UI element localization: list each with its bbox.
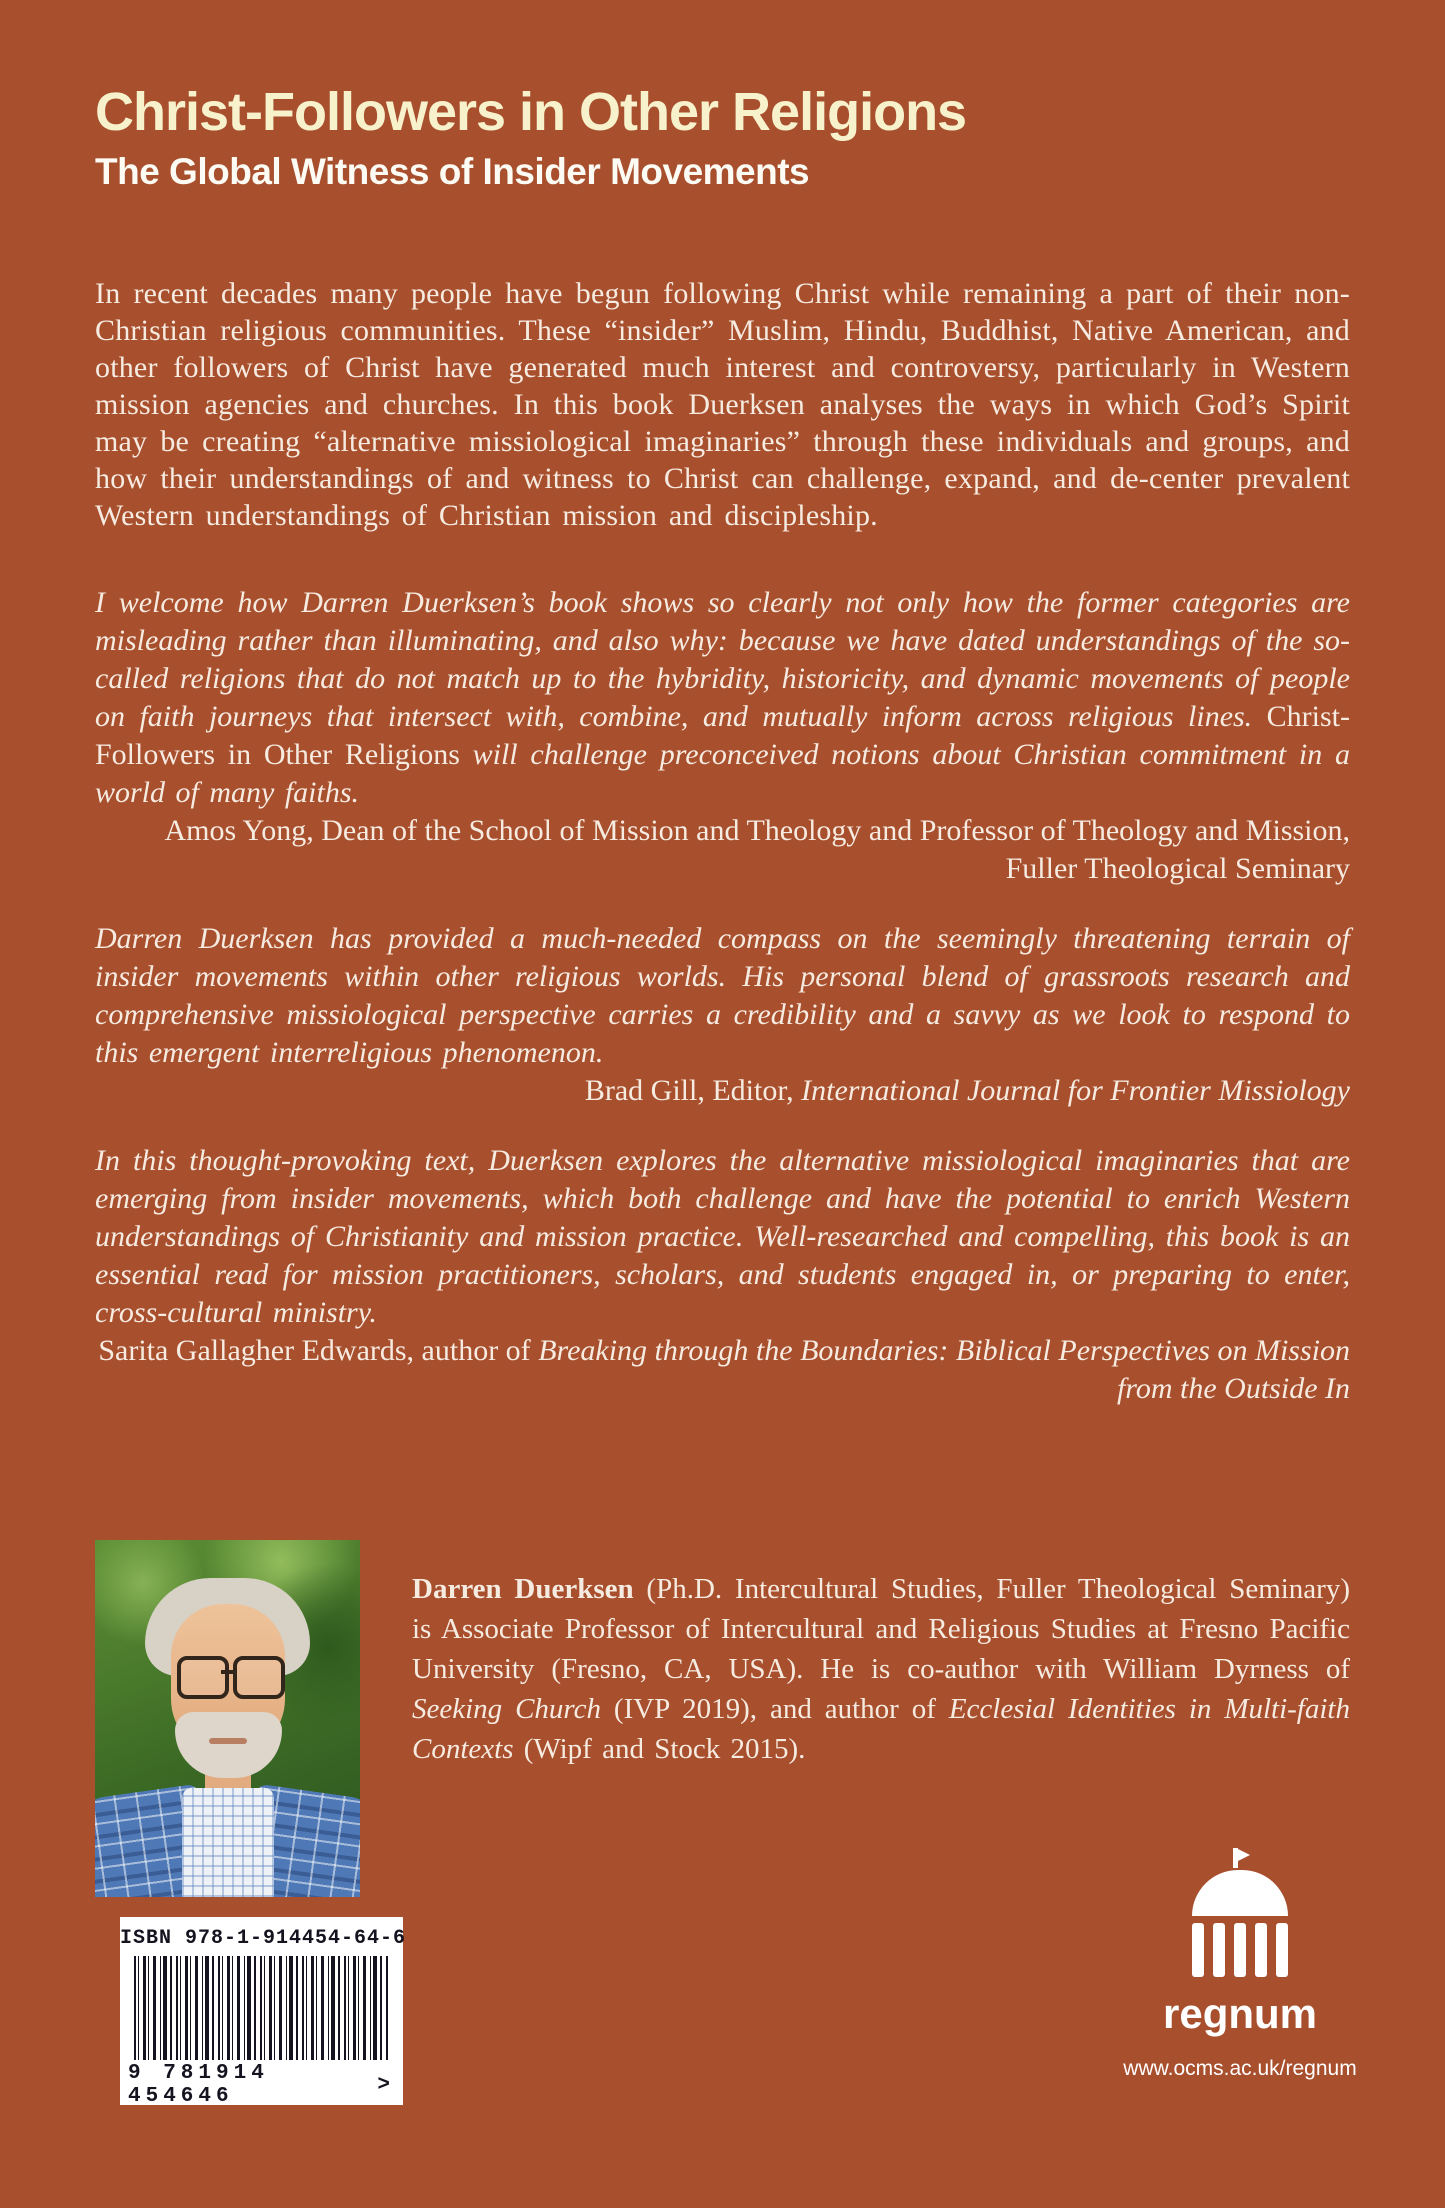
endorsement-1-attribution-name: Amos Yong, Dean of the School of Mission and Theology and Professor of Theology and Mission, Fuller Theological Seminary <box>164 813 1350 885</box>
author-bio-part1: (Ph.D. Intercultural Studies, Fuller Theological Seminary) is Associate Professor of Intercultural and Religious Studies at Fresno Pacific University (Fresno, CA, USA). He is co-author with William Dyrness of <box>412 1573 1350 1685</box>
column-bar <box>1276 1923 1288 1977</box>
author-photo-glasses-left-lens <box>177 1656 229 1699</box>
endorsement-1-attribution <box>95 812 1350 888</box>
columns-icon <box>1192 1923 1288 1977</box>
author-bio-section <box>95 1540 1350 1897</box>
author-book-title-2: Ecclesial Identities in Multi-faith Contexts <box>412 1693 1350 1765</box>
book-subtitle: The Global Witness of Insider Movements <box>95 150 810 192</box>
column-bar <box>1192 1923 1204 1977</box>
endorsement-3-quote-text: In this thought-provoking text, Duerksen explores the alternative missiological imaginaries that are emerging from insider movements, which both challenge and have the potential to enrich Western understandings of Christianity and mission practice. Well-researched and compelling, this book is an essential read for mission practitioners, scholars, and students engaged in, or preparing to enter, cross-cultural ministry. <box>95 1143 1350 1329</box>
book-description: In recent decades many people have begun following Christ while remaining a part of their non-Christian religious communities. These “insider” Muslim, Hindu, Buddhist, Native American, and other followers of Christ have generated much interest and controversy, particularly in Western mission agencies and churches. In this book Duerksen analyses the ways in which God’s Spirit may be creating “alternative missiological imaginaries” through these individuals and groups, and how their understandings of and witness to Christ can challenge, expand, and de-center prevalent Western understandings of Christian mission and discipleship. <box>95 276 1350 532</box>
endorsement-1-quote-part1: I welcome how Darren Duerksen’s book shows so clearly not only how the former categories are misleading rather than illuminating, and also why: because we have dated understandings of the so-called religions that do not match up to the hybridity, historicity, and dynamic movements of people on faith journeys that intersect with, combine, and mutually inform across religious lines. <box>95 585 1350 733</box>
barcode-arrow: > <box>377 2073 395 2097</box>
dome-flag-pennant <box>1238 1849 1250 1861</box>
dome-icon <box>1192 1870 1288 1916</box>
isbn-barcode <box>120 1917 407 2108</box>
endorsement-1-quote-booktitle: Christ-Followers in Other Religions <box>95 699 1350 771</box>
author-photo-glasses-bridge <box>221 1670 235 1674</box>
endorsement-1-quote-part2: will challenge preconceived notions about Christian commitment in a world of many faiths. <box>95 737 1350 809</box>
column-bar <box>1213 1923 1225 1977</box>
author-photo <box>95 1540 360 1897</box>
author-bio-part2: (IVP 2019), and author of <box>601 1693 949 1725</box>
author-bio-part3: (Wipf and Stock 2015). <box>513 1733 806 1765</box>
barcode-digits-row <box>128 2062 395 2108</box>
endorsement-2-attribution-name: Brad Gill, Editor, <box>584 1073 802 1107</box>
endorsement-3-attribution <box>95 1332 1350 1408</box>
endorsement-1-quote <box>95 584 1350 812</box>
endorsement-2 <box>95 920 1350 1110</box>
author-book-title-1: Seeking Church <box>412 1693 602 1725</box>
endorsement-3-attribution-work: Breaking through the Boundaries: Biblical Perspectives on Mission from the Outside In <box>538 1333 1350 1405</box>
author-bio-text <box>412 1569 1350 1868</box>
endorsement-1 <box>95 584 1350 888</box>
endorsement-2-quote-text: Darren Duerksen has provided a much-needed compass on the seemingly threatening terrain of insider movements within other religious worlds. His personal blend of grassroots research and comprehensive missiological perspective carries a credibility and a savvy as we look to respond to this emergent interreligious phenomenon. <box>95 921 1350 1069</box>
dome-flag-icon <box>1229 1848 1251 1868</box>
endorsement-3-attribution-name: Sarita Gallagher Edwards, author of <box>98 1333 539 1367</box>
column-bar <box>1234 1923 1246 1977</box>
publisher-block <box>1125 1848 1355 2081</box>
barcode-digits: 9 781914 454646 <box>128 2062 269 2108</box>
endorsement-2-quote <box>95 920 1350 1072</box>
author-photo-shirt <box>182 1788 274 1897</box>
author-photo-glasses-right-lens <box>233 1656 285 1699</box>
column-bar <box>1255 1923 1267 1977</box>
author-photo-mouth <box>209 1738 247 1744</box>
barcode-bars <box>134 1956 389 2060</box>
book-title: Christ-Followers in Other Religions <box>95 82 967 142</box>
endorsement-2-attribution <box>95 1072 1350 1110</box>
endorsement-3-quote <box>95 1142 1350 1332</box>
isbn-label: ISBN 978-1-914454-64-6 <box>120 1927 407 1950</box>
endorsement-3 <box>95 1142 1350 1408</box>
author-name: Darren Duerksen <box>412 1573 634 1605</box>
publisher-name: regnum <box>1162 1990 1317 2037</box>
author-photo-beard <box>175 1712 282 1778</box>
publisher-url: www.ocms.ac.uk/regnum <box>1123 2057 1357 2080</box>
endorsement-2-attribution-work: International Journal for Frontier Missiology <box>801 1073 1350 1107</box>
